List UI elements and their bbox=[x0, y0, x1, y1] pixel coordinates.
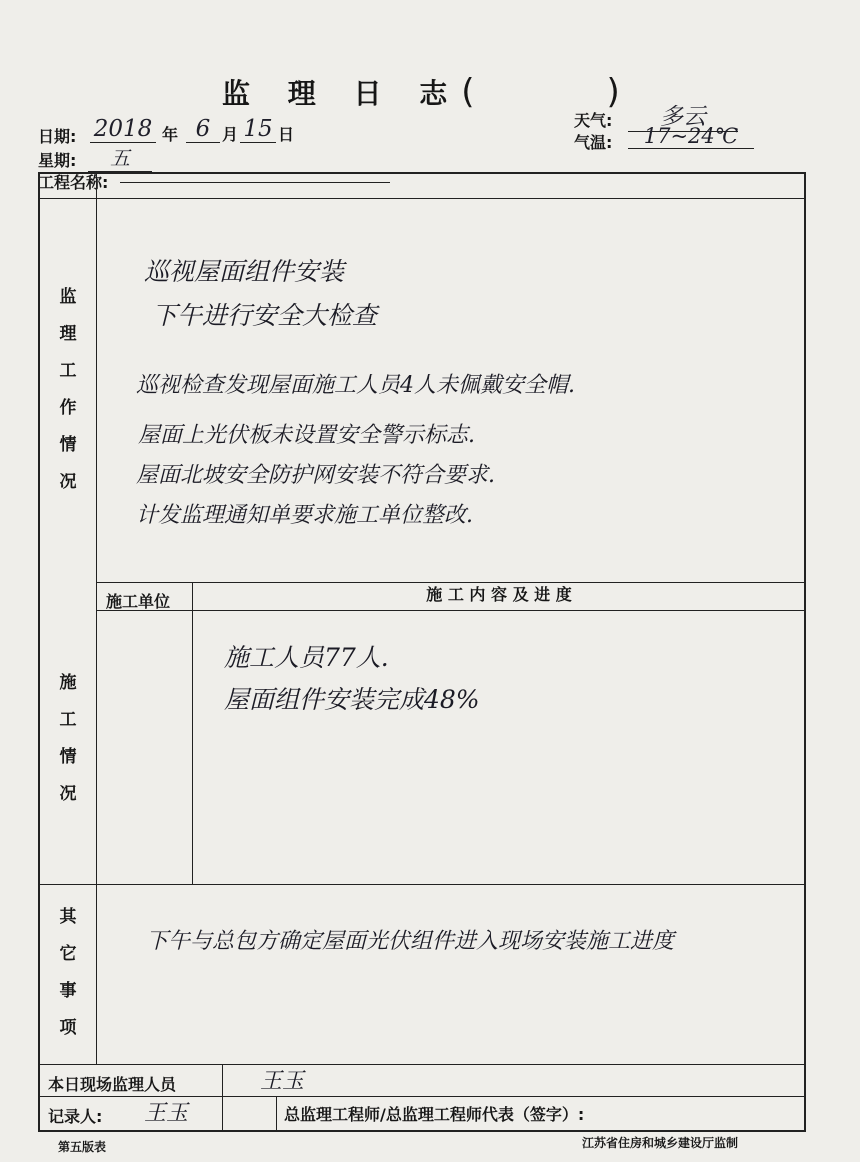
divider bbox=[40, 198, 804, 199]
construction-label: 施 工 情 况 bbox=[59, 673, 77, 804]
title-text: 监 理 日 志 bbox=[222, 77, 462, 110]
recorder-label: 记录人: bbox=[48, 1107, 103, 1126]
other-label: 其 它 事 项 bbox=[59, 907, 77, 1038]
staff-divider bbox=[222, 1064, 223, 1130]
supervision-line-4: 屋面上光伏板未设置安全警示标志. bbox=[138, 423, 475, 448]
log-table bbox=[38, 172, 806, 1132]
date-year-unit: 年 bbox=[162, 125, 179, 144]
supervision-label: 监 理 工 作 情 况 bbox=[59, 287, 77, 492]
other-line-1: 下午与总包方确定屋面光伏组件进入现场安装施工进度 bbox=[146, 929, 675, 954]
supervision-line-2: 下午进行安全大检查 bbox=[152, 301, 378, 330]
construction-line-2: 屋面组件安装完成48% bbox=[224, 685, 480, 714]
divider bbox=[96, 610, 804, 611]
divider bbox=[40, 884, 804, 885]
date-label: 日期: bbox=[38, 127, 77, 146]
project-label: 工程名称: bbox=[38, 173, 109, 192]
engineer-sign-label: 总监理工程师/总监理工程师代表（签字）: bbox=[284, 1105, 585, 1124]
date-year: 2018 bbox=[90, 116, 156, 143]
recorder-signature: 王玉 bbox=[144, 1101, 189, 1126]
date-month: 6 bbox=[186, 116, 220, 143]
title-paren-open: ( bbox=[461, 72, 489, 112]
footer-form-version: 第五版表 bbox=[58, 1140, 107, 1154]
page-title bbox=[222, 72, 634, 112]
divider bbox=[40, 1064, 804, 1065]
staff-label: 本日现场监理人员 bbox=[48, 1075, 177, 1094]
weekday-value: 五 bbox=[88, 142, 152, 172]
footer-issuer: 江苏省住房和城乡建设厅监制 bbox=[582, 1136, 739, 1150]
temp-value: 17~24℃ bbox=[628, 124, 754, 149]
recorder-divider bbox=[276, 1096, 277, 1130]
weekday-label: 星期: bbox=[38, 151, 77, 170]
title-paren-close: ) bbox=[606, 72, 634, 112]
construction-line-1: 施工人员77人. bbox=[224, 643, 389, 672]
date-month-unit: 月 bbox=[222, 125, 239, 144]
supervision-line-1: 巡视屋面组件安装 bbox=[144, 257, 345, 286]
supervision-line-3: 巡视检查发现屋面施工人员4人未佩戴安全帽. bbox=[136, 373, 575, 398]
date-day-unit: 日 bbox=[278, 125, 295, 144]
staff-signature: 王玉 bbox=[260, 1069, 305, 1094]
temp-label: 气温: bbox=[574, 133, 613, 152]
supervision-line-6: 计发监理通知单要求施工单位整改. bbox=[136, 503, 473, 528]
date-day: 15 bbox=[240, 116, 276, 143]
supervision-line-5: 屋面北坡安全防护网安装不符合要求. bbox=[136, 463, 495, 488]
unit-column-divider bbox=[192, 582, 193, 884]
label-column-divider bbox=[96, 174, 97, 1064]
construction-unit-header: 施工单位 bbox=[106, 592, 171, 611]
weather-label: 天气: bbox=[574, 111, 613, 130]
construction-content-header: 施 工 内 容 及 进 度 bbox=[426, 585, 572, 604]
weather-value: 多云 bbox=[628, 98, 738, 132]
